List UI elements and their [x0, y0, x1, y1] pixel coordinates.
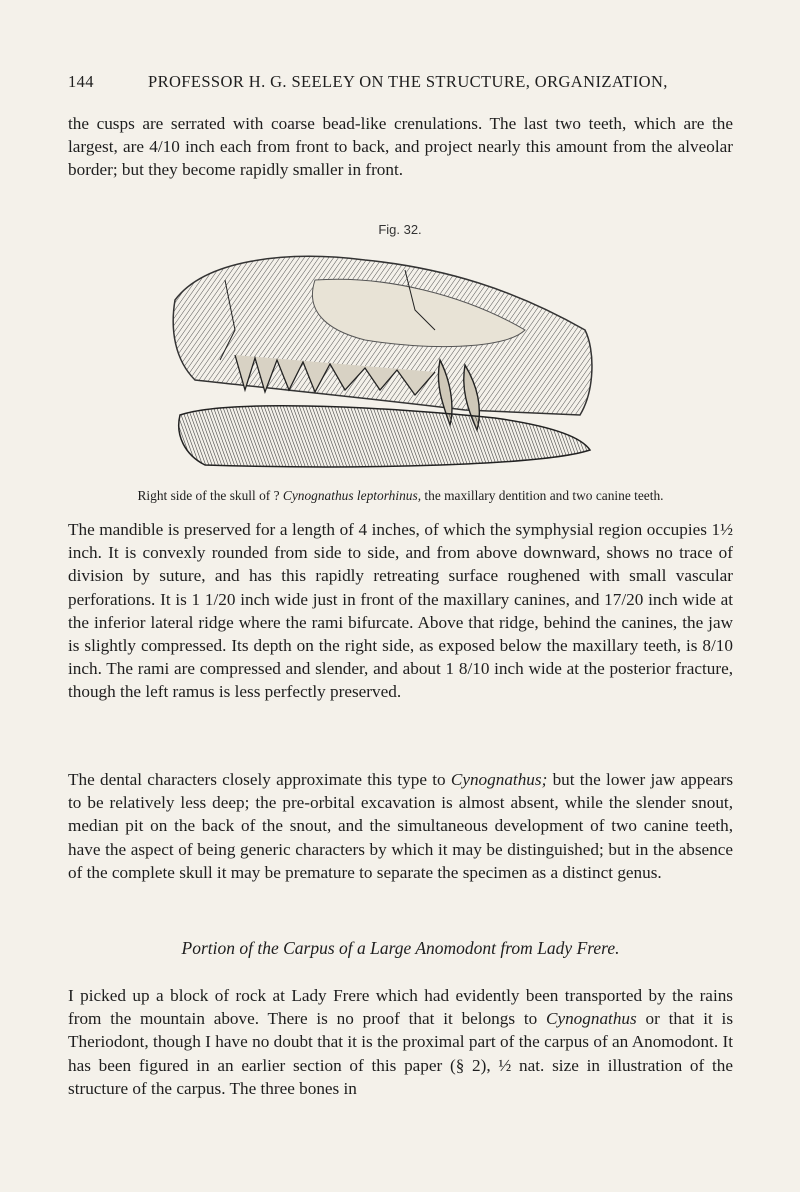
running-title: PROFESSOR H. G. SEELEY ON THE STRUCTURE, ORGANIZATION, — [148, 72, 668, 91]
paragraph-3-italic: Cynognathus; — [450, 770, 548, 789]
paragraph-3 — [68, 768, 733, 884]
caption-post: the maxillary dentition and two canine teeth. — [424, 488, 664, 503]
skull-illustration — [165, 240, 605, 480]
figure-label: Fig. 32. — [378, 222, 422, 237]
paragraph-4-italic: Cynognathus — [546, 1009, 637, 1029]
paragraph-4-pre: I picked up a block of rock at Lady Frere which had evidently been transported by the rains from the mountain above. There is no proof that it belongs to — [68, 986, 733, 1029]
paragraph-1: the cusps are serrated with coarse bead-like crenulations. The last two teeth, which are the largest, are 4/10 inch each from front to back, and project nearly this amount from the alveolar border; but they become rapidly smaller in front. — [68, 114, 733, 180]
paragraph-4-post: or that it is Theriodont, though I have no doubt that it is the proximal part of the carpus of an Anomodont. It has been figured in an earlier section of this paper (§ 2), ½ nat. size in illustration of the structure of the carpus. The three bones in — [68, 1009, 734, 1098]
paragraph-4 — [68, 984, 733, 1100]
paragraph-2: The mandible is preserved for a length of 4 inches, of which the symphysial region occupies 1½ inch. It is convexly rounded from side to side, and from above downward, shows no trace of division by suture, and has this rapidly retreating surface roughened with small vascular perforations. It is 1 1/20 inch wide just in front of the maxillary canines, and 17/20 inch wide at the inferior lateral ridge where the rami bifurcate. Above that ridge, behind the canines, the jaw is slightly compressed. Its depth on the right side, as exposed below the maxillary teeth, is 8/10 inch. The rami are compressed and slender, and about 1 8/10 inch wide at the posterior fracture, though the left ramus is less perfectly preserved. — [68, 520, 733, 702]
paragraph-3-post: but the lower jaw appears to be relatively less deep; the pre-orbital excavation is almost absent, while the slender snout, median pit on the back of the snout, and the simultaneous development of two canine teeth, have the aspect of being generic characters by which it may be distinguished; but in the absence of the complete skull it may be premature to separate the specimen as a distinct genus. — [68, 770, 734, 882]
section-title: Portion of the Carpus of a Large Anomodont from Lady Frere. — [181, 938, 620, 958]
figure-caption — [68, 488, 733, 504]
page-number: 144 — [68, 72, 94, 91]
caption-pre: Right side of the skull of ? — [137, 488, 280, 503]
paragraph-3-pre: The dental characters closely approximate this type to — [68, 770, 446, 789]
caption-italic: Cynognathus leptorhinus, — [282, 488, 422, 503]
